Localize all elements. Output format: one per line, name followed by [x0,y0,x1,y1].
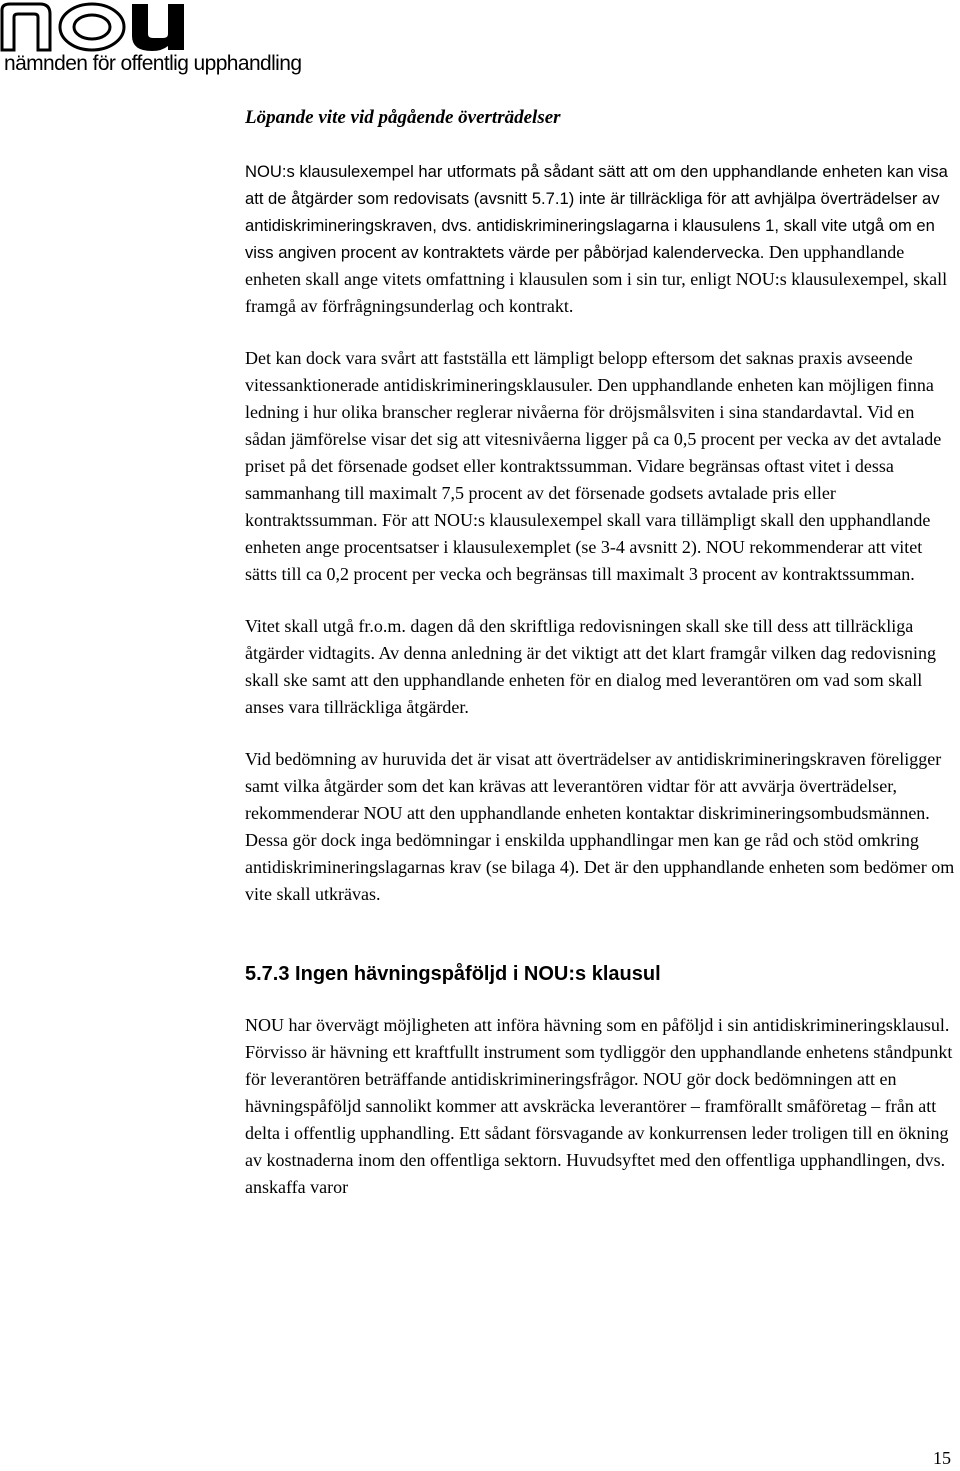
paragraph [245,158,957,320]
document-body [245,104,957,1226]
logo-subtitle: nämnden för offentlig upphandling [4,52,302,75]
nou-logo-mark [0,0,280,56]
section-heading-lopande-vite: Löpande vite vid pågående överträdelser [245,107,561,128]
paragraph: Vid bedömning av huruvida det är visat att överträdelser av antidiskrimineringskraven föreligger samt vilka åtgärder som det kan krävas att leverantören vidtar för att avvärja överträdelser, rekommenderar NOU att den upphandlande enheten kontaktar diskrimineringsombudsmännen. Dessa gör dock inga bedömningar i enskilda upphandlingar men kan ge råd och stöd omkring antidiskrimineringslagarnas krav (se bilaga 4). Det är den upphandlande enheten som bedömer om vite skall utkrävas. [245,749,955,904]
paragraph-segment-sans: NOU:s klausulexempel har utformats på sådant sätt att om den upphandlande enheten kan visa att de åtgärder som redovisats (avsnitt 5.7.1) inte är tillräckliga för att avhjälpa överträdelser av antidiskrimineringskraven, dvs. antidiskrimineringslagarna i klausulens 1, skall vite utgå om en viss angiven procent av kontraktets värde per påbörjad kalendervecka. [245,162,948,262]
page-number: 15 [933,1448,951,1468]
paragraph: NOU har övervägt möjligheten att införa hävning som en påföljd i sin antidiskrimineringsklausul. Förvisso är hävning ett kraftfullt instrument som tydliggör den upphandlande enhetens ståndpunkt för leverantören beträffande antidiskrimineringsfrågor. NOU gör dock bedömningen att en hävningspåföljd sannolikt kommer att avskräcka leverantörer – framförallt småföretag – från att delta i offentlig upphandling. Ett sådant försvagande av konkurrensen leder troligen till en ökning av kostnaderna inom den offentliga sektorn. Huvudsyftet med den offentliga upphandlingen, dvs. anskaffa varor [245,1015,953,1197]
paragraph: Det kan dock vara svårt att fastställa ett lämpligt belopp eftersom det saknas praxis avseende vitessanktionerade antidiskrimineringsklausuler. Den upphandlande enheten kan möjligen finna ledning i hur olika branscher reglerar nivåerna för dröjsmålsviten i sina standardavtal. Vid en sådan jämförelse visar det sig att vitesnivåerna ligger på ca 0,5 procent per vecka av det avtalade priset på det försenade godset eller kontraktssumman. Vidare begränsas oftast vitet i dessa sammanhang till maximalt 7,5 procent av det försenade godsets avtalade pris eller kontraktssumman. För att NOU:s klausulexempel skall vara tillämpligt skall den upphandlande enheten ange procentsatser i klausulexemplet (se 3-4 avsnitt 2). NOU rekommenderar att vitet sätts till ca 0,2 procent per vecka och begränsas till maximalt 3 procent av kontraktssumman. [245,348,942,584]
paragraph: Vitet skall utgå fr.o.m. dagen då den skriftliga redovisningen skall ske till dess att tillräckliga åtgärder vidtagits. Av denna anledning är det viktigt att det klart framgår vilken dag redovisning skall ske samt att den upphandlande enheten för en dialog med leverantören om vad som skall anses vara tillräckliga åtgärder. [245,616,936,717]
nou-logo [0,0,302,80]
section-heading-5-7-3: 5.7.3 Ingen hävningspåföljd i NOU:s klausul [245,963,661,985]
paragraph-segment: Den upphandlande enheten skall ange vitets omfattning i klausulen som i sin tur, enligt NOU:s klausulexempel, skall framgå av förfrågningsunderlag och kontrakt. [245,242,948,316]
